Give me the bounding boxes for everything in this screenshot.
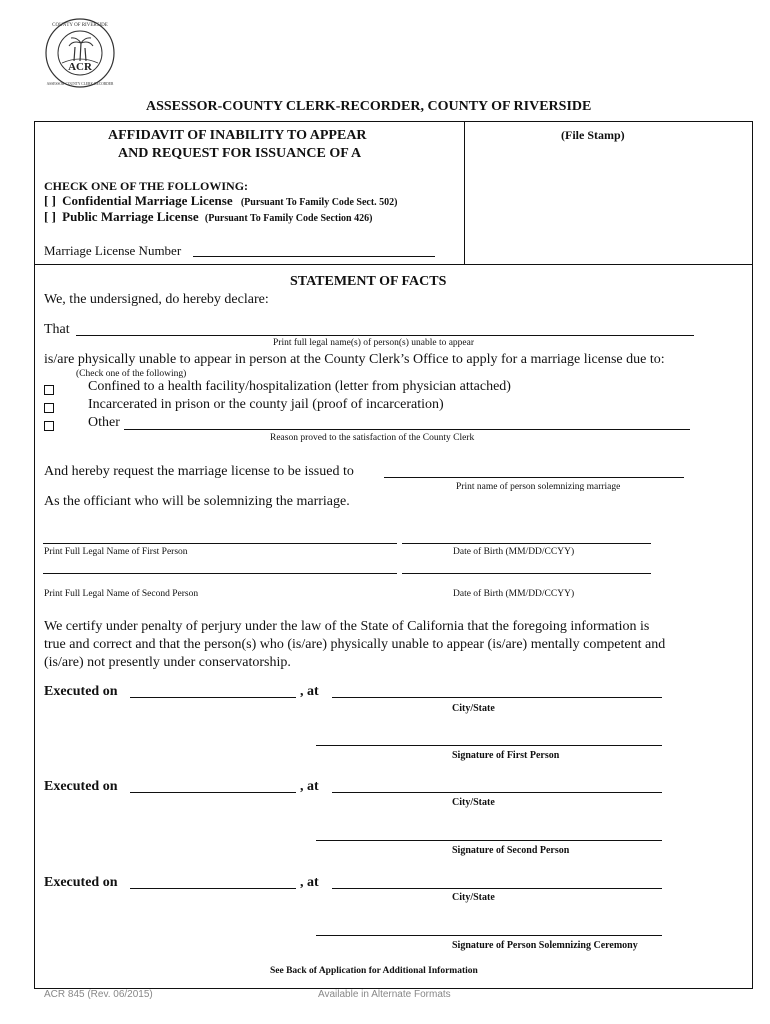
confidential-checkbox[interactable]: [ ]: [44, 193, 56, 208]
public-label: Public Marriage License: [62, 209, 199, 224]
reason-health-row[interactable]: [44, 382, 54, 400]
public-note: (Pursuant To Family Code Section 426): [204, 213, 373, 224]
confidential-label: Confidential Marriage License: [62, 193, 233, 208]
signature-caption-1: Signature of First Person: [452, 750, 560, 761]
confidential-note: (Pursuant To Family Code Sect. 502): [240, 197, 398, 208]
signature-caption-2: Signature of Second Person: [452, 845, 570, 856]
executed-date-field-3[interactable]: [130, 888, 296, 889]
second-person-name-field[interactable]: [43, 573, 397, 574]
statement-heading: STATEMENT OF FACTS: [290, 274, 447, 289]
agency-title: ASSESSOR-COUNTY CLERK-RECORDER, COUNTY OF RIVERSIDE: [146, 99, 592, 114]
city-state-field-2[interactable]: [332, 792, 662, 793]
second-person-dob-field[interactable]: [402, 573, 651, 574]
reason-other-field[interactable]: [124, 429, 690, 430]
signature-field-3[interactable]: [316, 935, 662, 936]
license-number-field[interactable]: [193, 256, 435, 257]
public-license-option[interactable]: [44, 209, 372, 225]
certify-line2: true and correct and that the person(s) who (is/are) physically unable to appear (is/are) mentally competent and: [44, 637, 666, 652]
officiant-caption: Print name of person solemnizing marriage: [456, 482, 621, 492]
public-checkbox[interactable]: [ ]: [44, 209, 56, 224]
first-person-name-field[interactable]: [43, 543, 397, 544]
form-number: ACR 845 (Rev. 06/2015): [44, 989, 153, 1000]
executed-date-field-2[interactable]: [130, 792, 296, 793]
reason-incarcerated-checkbox[interactable]: [44, 403, 54, 413]
seal-center-text: ACR: [68, 61, 92, 73]
reason-other-checkbox[interactable]: [44, 421, 54, 431]
reason-incarcerated-row[interactable]: [44, 400, 54, 418]
check-instruction: CHECK ONE OF THE FOLLOWING:: [44, 179, 249, 193]
executed-on-label-3: Executed on: [44, 875, 118, 890]
certify-line3: (is/are) not presently under conservatorship.: [44, 655, 291, 670]
reason-health-label: Confined to a health facility/hospitalization (letter from physician attached): [88, 379, 511, 394]
city-state-field-1[interactable]: [332, 697, 662, 698]
city-state-caption-1: City/State: [452, 703, 495, 714]
seal-arc-top: COUNTY OF RIVERSIDE: [52, 23, 108, 28]
reason-check-note: (Check one of the following): [76, 369, 187, 379]
confidential-license-option[interactable]: [44, 193, 398, 209]
second-person-dob-caption: Date of Birth (MM/DD/CCYY): [453, 589, 575, 599]
signature-caption-3: Signature of Person Solemnizing Ceremony: [452, 940, 638, 951]
reason-other-label: Other: [88, 415, 120, 430]
reason-other-row[interactable]: [44, 418, 54, 436]
signature-field-2[interactable]: [316, 840, 662, 841]
at-label-2: , at: [300, 779, 319, 794]
executed-date-field-1[interactable]: [130, 697, 296, 698]
form-title-line1: AFFIDAVIT OF INABILITY TO APPEAR: [108, 128, 367, 143]
first-person-name-caption: Print Full Legal Name of First Person: [44, 547, 188, 557]
signature-field-1[interactable]: [316, 745, 662, 746]
reason-caption: Reason proved to the satisfaction of the County Clerk: [270, 433, 475, 443]
first-person-dob-caption: Date of Birth (MM/DD/CCYY): [453, 547, 575, 557]
header-vertical-divider: [464, 121, 465, 265]
file-stamp-label: (File Stamp): [561, 128, 625, 142]
header-bottom-divider: [34, 264, 753, 265]
at-label-3: , at: [300, 875, 319, 890]
unable-statement: is/are physically unable to appear in person at the County Clerk’s Office to apply for a marriage license due to:: [44, 352, 665, 367]
officiant-name-field[interactable]: [384, 477, 684, 478]
county-seal-logo: [44, 17, 116, 89]
certify-line1: We certify under penalty of perjury under the law of the State of California that the foregoing information is: [44, 619, 650, 634]
executed-on-label-1: Executed on: [44, 684, 118, 699]
city-state-caption-3: City/State: [452, 892, 495, 903]
that-caption: Print full legal name(s) of person(s) unable to appear: [273, 338, 475, 348]
alternate-formats-note: Available in Alternate Formats: [318, 989, 451, 1000]
at-label-1: , at: [300, 684, 319, 699]
unable-persons-name-field[interactable]: [76, 335, 694, 336]
see-back-note: See Back of Application for Additional Information: [270, 966, 478, 976]
license-number-label: Marriage License Number: [44, 243, 182, 258]
form-title-line2: AND REQUEST FOR ISSUANCE OF A: [118, 146, 362, 161]
officiant-text: As the officiant who will be solemnizing the marriage.: [44, 494, 350, 509]
city-state-field-3[interactable]: [332, 888, 662, 889]
executed-on-label-2: Executed on: [44, 779, 118, 794]
declare-text: We, the undersigned, do hereby declare:: [44, 292, 269, 307]
reason-health-checkbox[interactable]: [44, 385, 54, 395]
seal-arc-bottom: ASSESSOR-COUNTY CLERK-RECORDER: [46, 82, 114, 86]
that-label: That: [44, 322, 70, 337]
request-text: And hereby request the marriage license to be issued to: [44, 464, 354, 479]
reason-incarcerated-label: Incarcerated in prison or the county jail (proof of incarceration): [88, 397, 444, 412]
city-state-caption-2: City/State: [452, 797, 495, 808]
first-person-dob-field[interactable]: [402, 543, 651, 544]
second-person-name-caption: Print Full Legal Name of Second Person: [44, 589, 199, 599]
